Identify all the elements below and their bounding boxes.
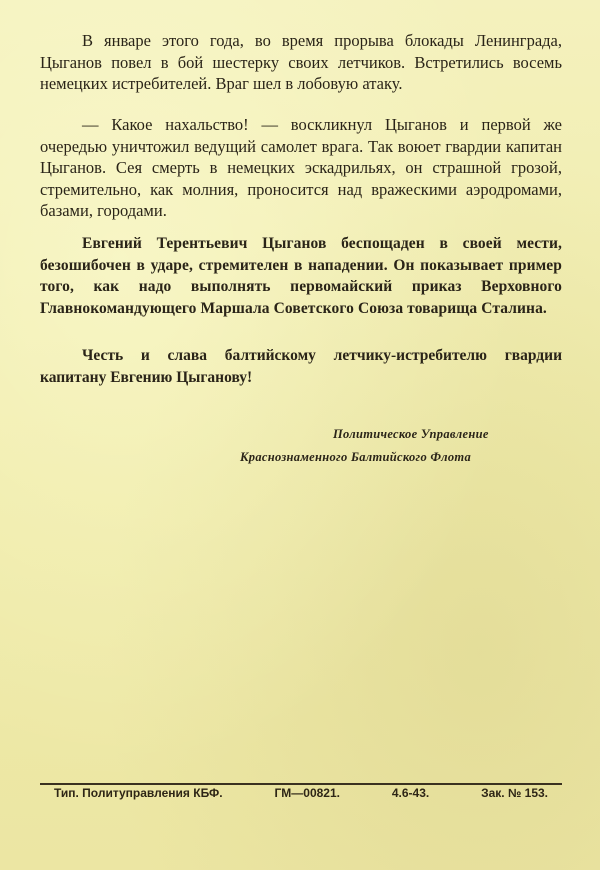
paragraph-glory: Честь и слава балтийскому летчику-истребителю гвардии капитану Евгению Цыганову! [40,347,562,386]
signature-line-2: Краснознаменного Балтийского Флота [240,450,472,464]
footer-divider [40,783,562,785]
imprint-code: ГМ—00821. [274,786,340,800]
signature-line-1: Политическое Управление [333,427,489,441]
paragraph-praise: Евгений Терентьевич Цыганов беспощаден в своей мести, безошибочен в ударе, стремителен в нападении. Он показывает пример того, как надо выполнять первомайский приказ Верховного Главнокомандующего Маршала Советского Союза товарища Сталина. [40,235,562,317]
print-imprint [40,786,562,800]
paragraph-intro: В январе этого года, во время прорыва блокады Ленинграда, Цыганов повел в бой шестерку своих летчиков. Встретились восемь немецких истребителей. Враг шел в лобовую атаку. [40,31,562,93]
paragraph-quote: — Какое нахальство! — воскликнул Цыганов и первой же очередью уничтожил ведущий самолет врага. Так воюет гвардии капитан Цыганов. Сея смерть в немецких эскадрильях, он страшной грозой, стремительно, как молния, проносится над вражескими аэродромами, базами, городами. [40,115,562,220]
imprint-printer: Тип. Политуправления КБФ. [54,786,223,800]
imprint-order: Зак. № 153. [481,786,548,800]
imprint-date: 4.6-43. [391,786,430,800]
